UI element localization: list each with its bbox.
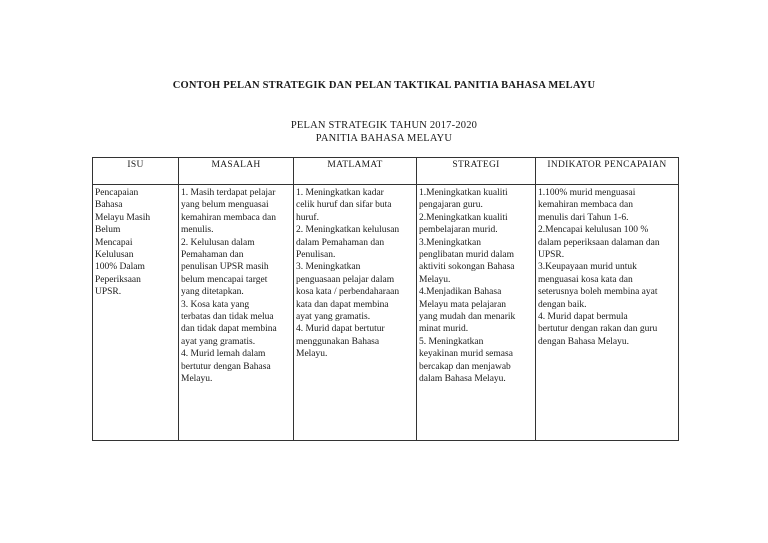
header-masalah: MASALAH bbox=[179, 158, 294, 185]
cell-text-line: Melayu. bbox=[419, 274, 451, 285]
cell-text-line: dalam Bahasa Melayu. bbox=[419, 374, 506, 385]
cell-text-line: Belum bbox=[95, 225, 121, 236]
subtitle-panel-name: PANITIA BAHASA MELAYU bbox=[315, 133, 453, 144]
cell-text-line: 4. Murid dapat bermula bbox=[538, 312, 628, 323]
cell-text-line: Pemahaman dan bbox=[181, 250, 244, 261]
cell-text-line: 1.Meningkatkan kualiti bbox=[419, 188, 508, 198]
cell-text-line: menulis dari Tahun 1-6. bbox=[538, 212, 629, 223]
cell-text-line: celik huruf dan sifar buta bbox=[296, 200, 392, 211]
table-row bbox=[93, 185, 679, 441]
cell-text-line: bertutur dengan rakan dan guru bbox=[538, 324, 658, 335]
cell-text-line: kemahiran membaca dan bbox=[538, 200, 633, 211]
subtitle-plan-year: PELAN STRATEGIK TAHUN 2017-2020 bbox=[290, 120, 478, 131]
cell-text-line: dalam peperiksaan dalaman dan bbox=[538, 237, 660, 248]
cell-text-line: Melayu. bbox=[296, 349, 328, 360]
cell-text-line: Melayu mata pelajaran bbox=[419, 299, 507, 310]
cell-text-line: 1. Masih terdapat pelajar bbox=[181, 188, 276, 198]
cell-text-line: seterusnya boleh membina ayat bbox=[538, 287, 658, 298]
cell-text-line: 1. Meningkatkan kadar bbox=[296, 188, 384, 198]
cell-text-line: 4. Murid dapat bertutur bbox=[296, 324, 385, 335]
cell-text-line: minat murid. bbox=[419, 324, 469, 335]
cell-text-line: menggunakan Bahasa bbox=[296, 336, 380, 347]
header-strategi: STRATEGI bbox=[417, 158, 536, 185]
cell-text-line: 4. Murid lemah dalam bbox=[181, 349, 266, 360]
cell-text-line: dan tidak dapat membina bbox=[181, 324, 277, 335]
strategic-plan-table bbox=[92, 157, 679, 441]
cell-indikator-pencapaian bbox=[536, 185, 679, 441]
cell-text-line: Penulisan. bbox=[296, 250, 336, 261]
cell-text-line: Kelulusan bbox=[95, 250, 134, 261]
document-title: CONTOH PELAN STRATEGIK DAN PELAN TAKTIKAL PANITIA BAHASA MELAYU bbox=[172, 80, 596, 91]
cell-text-line: dengan Bahasa Melayu. bbox=[538, 336, 630, 347]
cell-text-line: 2. Kelulusan dalam bbox=[181, 237, 255, 248]
table-header-row bbox=[93, 158, 679, 185]
cell-text-line: menulis. bbox=[181, 225, 214, 236]
cell-text-line: aktiviti sokongan Bahasa bbox=[419, 262, 515, 273]
cell-text-line: penguasaan pelajar dalam bbox=[296, 274, 395, 285]
cell-text-line: Mencapai bbox=[95, 237, 133, 248]
cell-text-line: penglibatan murid dalam bbox=[419, 250, 514, 261]
cell-strategi bbox=[417, 185, 536, 441]
cell-text-line: 1.100% murid menguasai bbox=[538, 188, 636, 198]
cell-matlamat bbox=[294, 185, 417, 441]
cell-text-line: Bahasa bbox=[95, 200, 123, 211]
cell-text-line: 100% Dalam bbox=[95, 262, 145, 273]
cell-text-line: penulisan UPSR masih bbox=[181, 262, 269, 273]
cell-text-line: 3.Meningkatkan bbox=[419, 237, 482, 248]
cell-text-line: belum mencapai target bbox=[181, 274, 268, 285]
cell-text-line: ayat yang gramatis. bbox=[296, 312, 371, 323]
cell-text-line: kata dan dapat membina bbox=[296, 299, 389, 310]
header-matlamat: MATLAMAT bbox=[294, 158, 417, 185]
header-isu: ISU bbox=[93, 158, 179, 185]
cell-text-line: kosa kata / perbendaharaan bbox=[296, 287, 400, 298]
cell-text-line: Pencapaian bbox=[95, 188, 139, 198]
cell-text-line: dengan baik. bbox=[538, 299, 587, 310]
cell-text-line: 2.Mencapai kelulusan 100 % bbox=[538, 225, 649, 236]
cell-isu bbox=[93, 185, 179, 441]
cell-text-line: dalam Pemahaman dan bbox=[296, 237, 385, 248]
cell-text-line: bertutur dengan Bahasa bbox=[181, 361, 271, 372]
cell-text-line: bercakap dan menjawab bbox=[419, 361, 511, 372]
header-indikator-pencapaian: INDIKATOR PENCAPAIAN bbox=[536, 158, 679, 185]
cell-text-line: keyakinan murid semasa bbox=[419, 349, 513, 360]
cell-text-line: UPSR. bbox=[95, 287, 122, 298]
cell-text-line: yang ditetapkan. bbox=[181, 287, 244, 298]
cell-text-line: kemahiran membaca dan bbox=[181, 212, 276, 223]
cell-masalah bbox=[179, 185, 294, 441]
cell-text-line: 3. Meningkatkan bbox=[296, 262, 361, 273]
cell-text-line: yang belum menguasai bbox=[181, 200, 269, 211]
cell-text-line: Peperiksaan bbox=[95, 274, 141, 285]
cell-text-line: yang mudah dan menarik bbox=[419, 312, 516, 323]
cell-text-line: 5. Meningkatkan bbox=[419, 336, 484, 347]
cell-text-line: ayat yang gramatis. bbox=[181, 336, 256, 347]
cell-text-line: pengajaran guru. bbox=[419, 200, 483, 211]
cell-text-line: 3. Kosa kata yang bbox=[181, 299, 250, 310]
cell-text-line: UPSR. bbox=[538, 250, 565, 261]
cell-text-line: 4.Menjadikan Bahasa bbox=[419, 287, 502, 298]
cell-text-line: Melayu Masih bbox=[95, 212, 151, 223]
cell-text-line: terbatas dan tidak melua bbox=[181, 312, 274, 323]
cell-text-line: huruf. bbox=[296, 212, 319, 223]
cell-text-line: 2. Meningkatkan kelulusan bbox=[296, 225, 400, 236]
cell-text-line: Melayu. bbox=[181, 374, 213, 385]
cell-text-line: 3.Keupayaan murid untuk bbox=[538, 262, 637, 273]
cell-text-line: 2.Meningkatkan kualiti bbox=[419, 212, 508, 223]
cell-text-line: pembelajaran murid. bbox=[419, 225, 498, 236]
cell-text-line: menguasai kosa kata dan bbox=[538, 274, 633, 285]
